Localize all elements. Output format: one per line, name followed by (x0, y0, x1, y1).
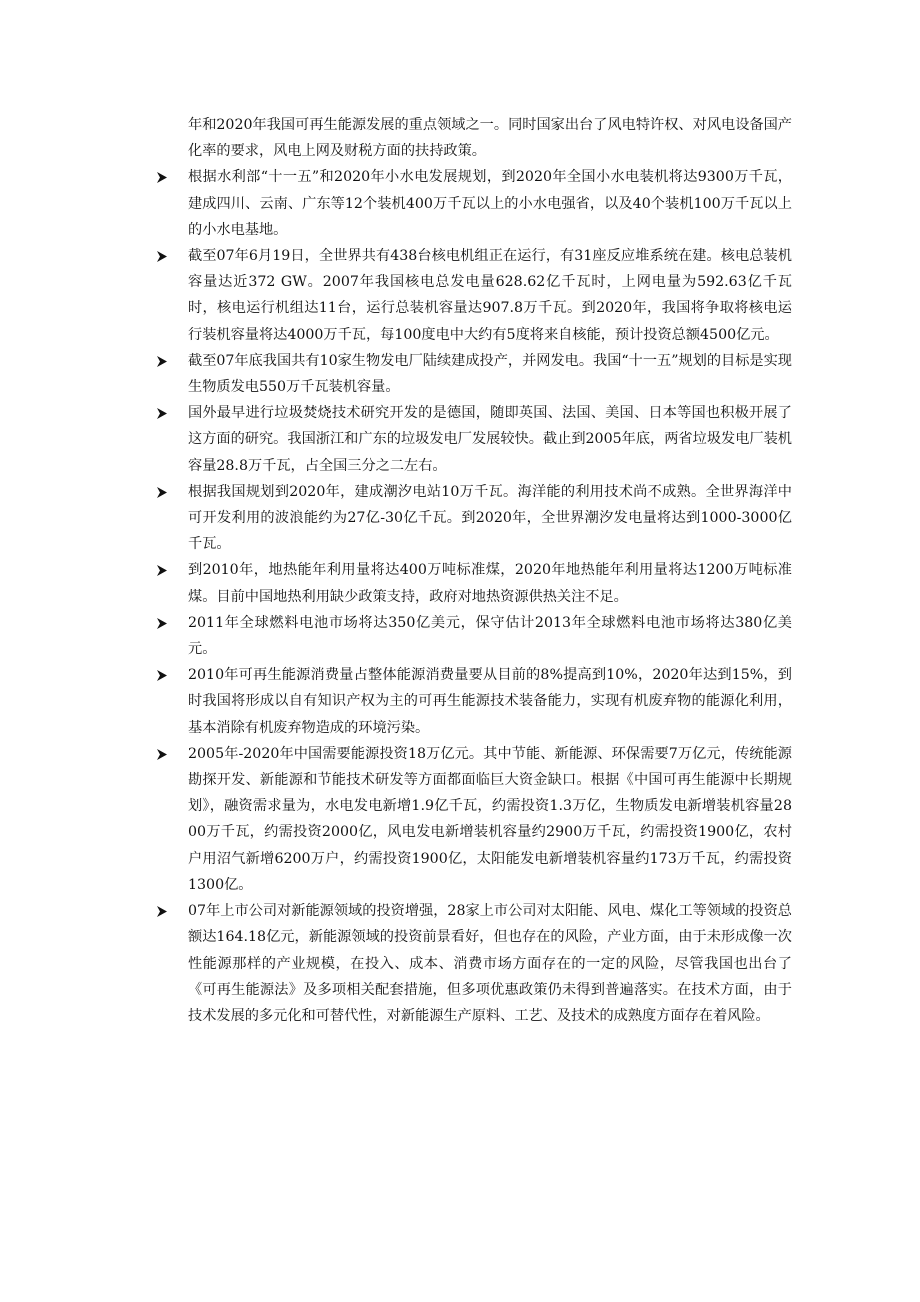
bullet-text: 根据水利部“十一五”和2020年小水电发展规划，到2020年全国小水电装机将达9300万千瓦，建成四川、云南、广东等12个装机400万千瓦以上的小水电强省，以及40个装机100万千瓦以上的小水电基地。 (188, 169, 792, 238)
bullet-item (152, 662, 792, 741)
arrow-bullet-icon (156, 400, 170, 426)
bullet-text: 2010年可再生能源消费量占整体能源消费量要从目前的8%提高到10%，2020年达到15%，到时我国将形成以自有知识产权为主的可再生能源技术装备能力，实现有机废弃物的能源化利用，基本消除有机废弃物造成的环境污染。 (188, 667, 792, 736)
arrow-bullet-icon (156, 662, 170, 688)
bullet-text: 07年上市公司对新能源领域的投资增强，28家上市公司对太阳能、风电、煤化工等领域的投资总额达164.18亿元，新能源领域的投资前景看好，但也存在的风险，产业方面，由于未形成像一次性能源那样的产业规模，在投入、成本、消费市场方面存在的一定的风险，尽管我国也出台了《可再生能源法》及多项相关配套措施，但多项优惠政策仍未得到普遍落实。在技术方面，由于技术发展的多元化和可替代性，对新能源生产原料、工艺、及技术的成熟度方面存在着风险。 (188, 903, 792, 1024)
bullet-item (152, 243, 792, 348)
bullet-item (152, 898, 792, 1029)
document-body (152, 112, 792, 1029)
bullet-text: 2011年全球燃料电池市场将达350亿美元，保守估计2013年全球燃料电池市场将达380亿美元。 (188, 614, 792, 658)
bullet-item (152, 557, 792, 609)
bullet-item (152, 400, 792, 479)
bullet-item (152, 348, 792, 400)
bullet-item (152, 479, 792, 558)
arrow-bullet-icon (156, 741, 170, 767)
bullet-text: 根据我国规划到2020年，建成潮汐电站10万千瓦。海洋能的利用技术尚不成熟。全世界海洋中可开发利用的波浪能约为27亿-30亿千瓦。到2020年，全世界潮汐发电量将达到1000-3000亿千瓦。 (188, 483, 792, 553)
arrow-bullet-icon (156, 557, 170, 583)
bullet-item (152, 164, 792, 243)
bullet-text: 到2010年，地热能年利用量将达400万吨标准煤，2020年地热能年利用量将达1200万吨标准煤。目前中国地热利用缺少政策支持，政府对地热资源供热关注不足。 (188, 562, 792, 605)
arrow-bullet-icon (156, 164, 170, 190)
bullet-text: 截至07年6月19日，全世界共有438台核电机组正在运行，有31座反应堆系统在建。核电总装机容量达近372 GW。2007年我国核电总发电量628.62亿千瓦时，上网电量为592.63亿千瓦时，核电运行机组达11台，运行总装机容量达907.8万千瓦。到2020年，我国将争取将核电运行装机容量将达4000万千瓦，每100度电中大约有5度将来自核能，预计投资总额4500亿元。 (188, 248, 792, 343)
bullet-item (152, 610, 792, 662)
arrow-bullet-icon (156, 348, 170, 374)
arrow-bullet-icon (156, 610, 170, 636)
bullet-text: 截至07年底我国共有10家生物发电厂陆续建成投产，并网发电。我国“十一五”规划的目标是实现生物质发电550万千瓦装机容量。 (188, 352, 792, 396)
arrow-bullet-icon (156, 479, 170, 505)
bullet-text: 2005年-2020年中国需要能源投资18万亿元。其中节能、新能源、环保需要7万亿元，传统能源勘探开发、新能源和节能技术研发等方面都面临巨大资金缺口。根据《中国可再生能源中长期规划》，融资需求量为，水电发电新增1.9亿千瓦，约需投资1.3万亿，生物质发电新增装机容量2800万千瓦，约需投资2000亿，风电发电新增装机容量约2900万千瓦，约需投资1900亿，农村户用沼气新增6200万户，约需投资1900亿，太阳能发电新增装机容量约173万千瓦，约需投资1300亿。 (188, 745, 792, 893)
paragraph-text: 年和2020年我国可再生能源发展的重点领域之一。同时国家出台了风电特许权、对风电设备国产化率的要求，风电上网及财税方面的扶持政策。 (188, 117, 792, 160)
bullet-text: 国外最早进行垃圾焚烧技术研究开发的是德国，随即英国、法国、美国、日本等国也积极开展了这方面的研究。我国浙江和广东的垃圾发电厂发展较快。截止到2005年底，两省垃圾发电厂装机容量28.8万千瓦，占全国三分之二左右。 (188, 405, 792, 474)
paragraph (152, 112, 792, 164)
bullet-item (152, 741, 792, 898)
arrow-bullet-icon (156, 898, 170, 924)
arrow-bullet-icon (156, 243, 170, 269)
